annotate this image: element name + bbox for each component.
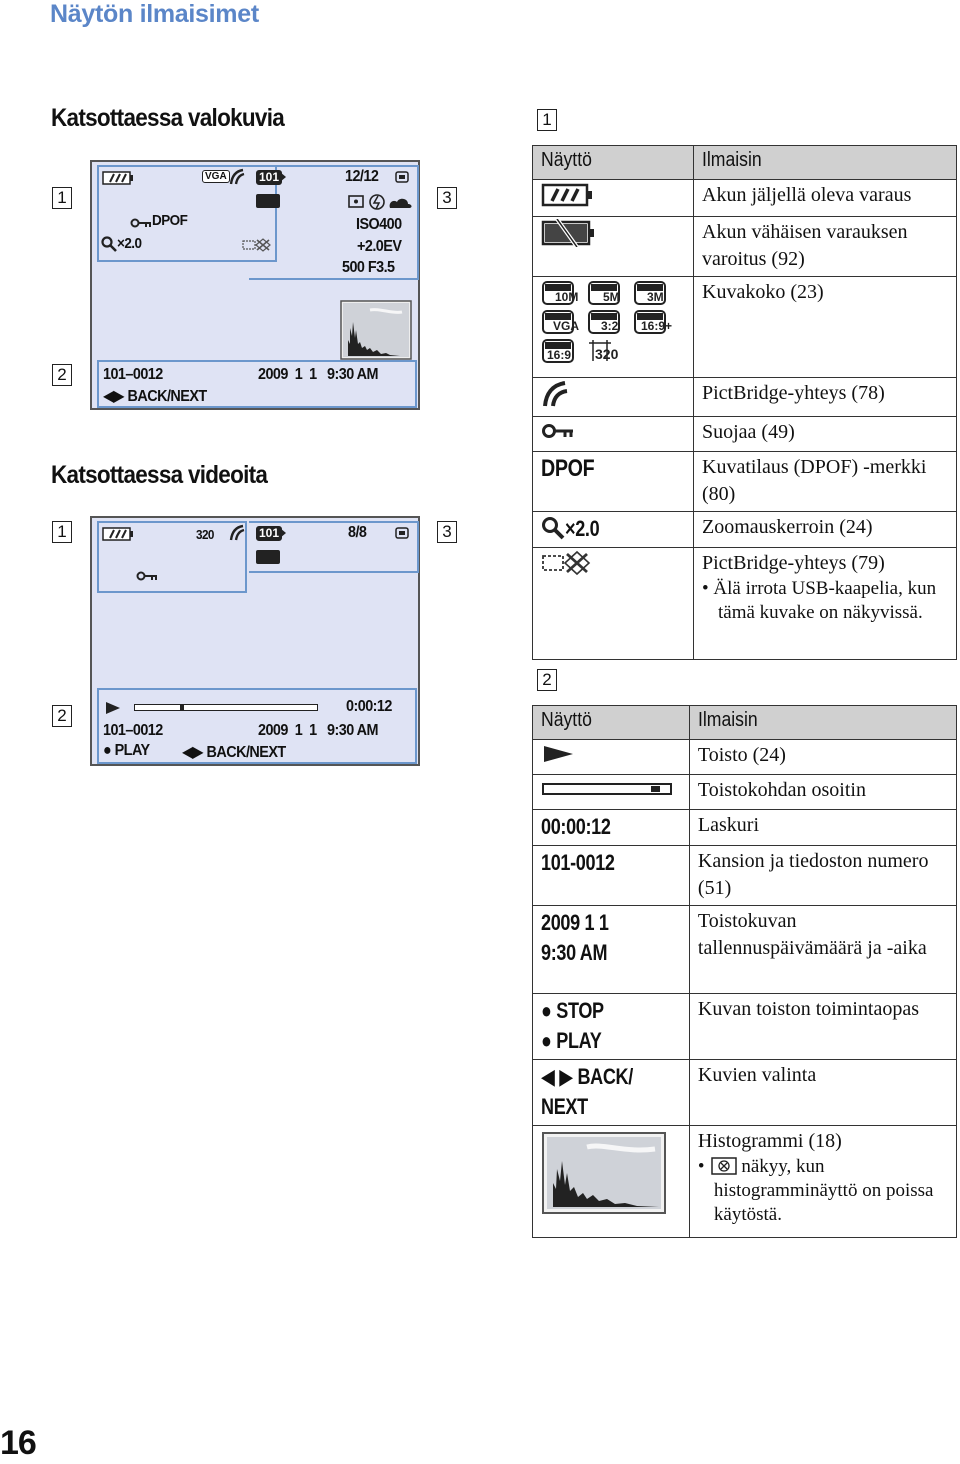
movie-count: 8/8	[348, 524, 367, 541]
marker-3-still: 3	[437, 187, 457, 209]
meaning-protect: Suojaa (49)	[694, 417, 957, 452]
meaning-playback: Toisto (24)	[689, 740, 956, 775]
marker-1-movie: 1	[52, 521, 72, 543]
indicator-table-1	[532, 145, 957, 660]
table-row	[533, 277, 957, 378]
svg-text:3M: 3M	[647, 290, 664, 304]
zoom-magnifier-icon	[101, 236, 117, 252]
image-count: 12/12	[345, 168, 379, 185]
meaning-image-size: Kuvakoko (23)	[694, 277, 957, 378]
pictbridge-icon	[228, 168, 246, 186]
battery-full-icon	[541, 182, 595, 208]
histogram-icon	[541, 1131, 669, 1215]
pictbridge-connecting-icon	[541, 380, 571, 408]
back-next-display: ◀ ▶ BACK/	[541, 1064, 633, 1089]
dpof-mark: DPOF	[152, 212, 188, 229]
image-size-icons	[541, 279, 685, 369]
recording-datetime: 2009 1 1 9:30 AM	[258, 366, 378, 383]
battery-low-icon	[541, 219, 597, 247]
table2-header-display: Näyttö	[533, 706, 690, 740]
usb-connection-icon	[541, 550, 595, 576]
meaning-pictbridge-79: PictBridge-yhteys (79)	[702, 552, 885, 574]
table2-marker: 2	[537, 669, 557, 691]
table-row	[533, 740, 957, 775]
recording-datetime: 2009 1 1 9:30 AM	[258, 722, 378, 739]
battery-icon	[102, 527, 134, 541]
meaning-usb-cell	[694, 548, 957, 660]
folder-icon: 101	[256, 526, 282, 541]
play-icon	[106, 702, 120, 714]
table-row	[533, 417, 957, 452]
protect-key-icon	[130, 218, 152, 228]
memory-icon	[395, 527, 409, 539]
svg-text:5M: 5M	[603, 290, 620, 304]
memory-icon	[395, 171, 409, 183]
table-row	[533, 217, 957, 277]
still-section-title: Katsottaessa valokuvia	[51, 104, 285, 132]
movie-section-title: Katsottaessa videoita	[51, 461, 268, 489]
usb-bullet-note: • Älä irrota USB-kaapelia, kun tämä kuvake on näkyvissä.	[702, 578, 937, 623]
recording-folder-icon	[256, 194, 280, 208]
table-row	[533, 180, 957, 217]
playback-counter: 0:00:12	[346, 698, 392, 715]
table2-header-meaning: Ilmaisin	[689, 706, 956, 740]
file-number-display: 101-0012	[541, 850, 615, 875]
indicator-table-2	[532, 705, 957, 1238]
meaning-recording-date: Toistokuvan tallennuspäivämäärä ja -aika	[689, 906, 956, 994]
meaning-dpof: Kuvatilaus (DPOF) -merkki (80)	[694, 452, 957, 512]
svg-text:10M: 10M	[555, 290, 579, 304]
table1-header-meaning: Ilmaisin	[694, 146, 957, 180]
table-row	[533, 378, 957, 417]
histogram	[340, 300, 412, 360]
svg-text:320: 320	[595, 346, 619, 362]
table1-header-display: Näyttö	[533, 146, 694, 180]
file-number: 101–0012	[103, 722, 163, 739]
table1-marker: 1	[537, 109, 557, 131]
counter-display: 00:00:12	[541, 814, 611, 839]
meaning-zoom: Zoomauskerroin (24)	[694, 512, 957, 548]
file-number: 101–0012	[103, 366, 163, 383]
meaning-pictbridge-78: PictBridge-yhteys (78)	[694, 378, 957, 417]
image-size-vga-icon: VGA	[202, 170, 230, 183]
svg-text:16:9: 16:9	[547, 348, 572, 362]
marker-2-still: 2	[52, 364, 72, 386]
table-row	[533, 512, 957, 548]
table-row	[533, 1060, 957, 1126]
histogram-off-icon	[711, 1157, 737, 1175]
battery-icon	[102, 171, 134, 185]
date-display: 2009 1 1	[541, 910, 609, 935]
page-number: 16	[0, 1424, 36, 1462]
protect-key-icon	[136, 571, 158, 581]
movie-screen	[90, 516, 420, 766]
table-row	[533, 452, 957, 512]
svg-text:16:9+: 16:9+	[641, 319, 673, 333]
zoom-factor: ×2.0	[117, 235, 142, 252]
page-heading: Näytön ilmaisimet	[50, 0, 259, 28]
usb-connection-icon	[242, 238, 272, 252]
still-screen	[90, 160, 420, 410]
playback-progress-bar	[134, 704, 318, 711]
pictbridge-icon	[228, 524, 246, 542]
shooting-info-icons	[348, 193, 418, 211]
iso-value: ISO400	[356, 216, 402, 233]
table-row	[533, 994, 957, 1060]
meaning-battery-remaining: Akun jäljellä oleva varaus	[694, 180, 957, 217]
meaning-battery-low: Akun vähäisen varauksen varoitus (92)	[694, 217, 957, 277]
play-guide: ● PLAY	[541, 1028, 602, 1053]
movie-size-320: 320	[196, 527, 214, 542]
meaning-image-select: Kuvien valinta	[689, 1060, 956, 1126]
meaning-folder-file: Kansion ja tiedoston numero (51)	[689, 846, 956, 906]
folder-arrow-icon	[280, 528, 286, 538]
play-guide: ● PLAY	[103, 742, 150, 759]
table-row	[533, 1126, 957, 1238]
playback-position-indicator	[541, 777, 675, 801]
back-next-guide: ◀▶ BACK/NEXT	[182, 744, 286, 761]
histogram-bullet-note: • näkyy, kun histogramminäyttö on poissa käytöstä.	[697, 1156, 934, 1225]
folder-arrow-icon	[280, 172, 286, 182]
table-row	[533, 810, 957, 846]
table-row	[533, 775, 957, 810]
table-row	[533, 906, 957, 994]
folder-icon: 101	[256, 170, 282, 185]
zoom-factor: ×2.0	[565, 516, 600, 541]
marker-2-movie: 2	[52, 705, 72, 727]
time-display: 9:30 AM	[541, 940, 608, 965]
marker-1-still: 1	[52, 187, 72, 209]
dpof-mark: DPOF	[541, 455, 595, 482]
meaning-position: Toistokohdan osoitin	[689, 775, 956, 810]
zoom-magnifier-icon	[541, 516, 565, 540]
svg-text:3:2: 3:2	[601, 319, 619, 333]
next-display: NEXT	[541, 1094, 588, 1119]
meaning-histogram-cell	[689, 1126, 956, 1238]
playback-progress-marker	[180, 704, 184, 710]
meaning-histogram: Histogrammi (18)	[697, 1130, 842, 1152]
table-row	[533, 846, 957, 906]
meaning-counter: Laskuri	[689, 810, 956, 846]
shutter-aperture: 500 F3.5	[342, 259, 395, 276]
back-next-guide: ◀▶ BACK/NEXT	[103, 388, 207, 405]
svg-text:VGA: VGA	[553, 319, 580, 333]
meaning-operation-guide: Kuvan toiston toimintaopas	[689, 994, 956, 1060]
stop-guide: ● STOP	[541, 998, 604, 1023]
exposure-value: +2.0EV	[357, 238, 402, 255]
marker-3-movie: 3	[437, 521, 457, 543]
play-icon	[541, 742, 575, 766]
recording-folder-icon	[256, 550, 280, 564]
protect-key-icon	[541, 419, 575, 443]
table-row	[533, 548, 957, 660]
